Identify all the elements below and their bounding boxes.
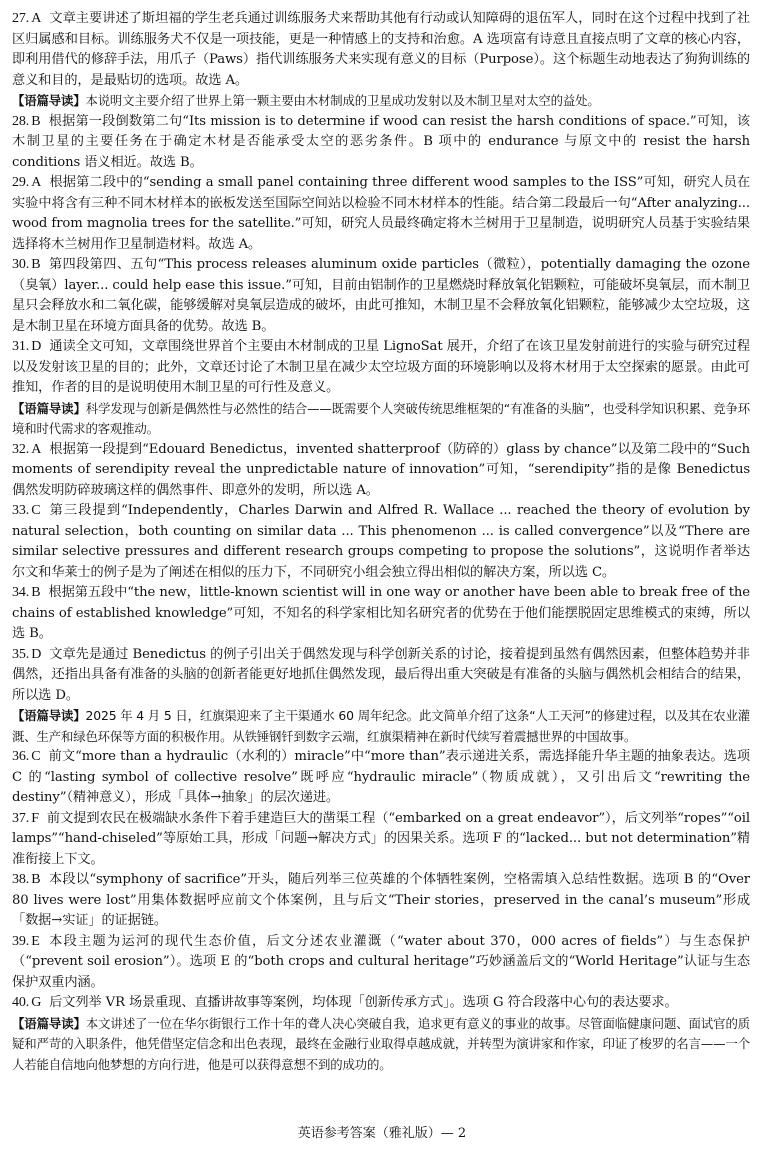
explanation-text: 后文列举 VR 场景重现、直播讲故事等案例，均体现「创新传承方式」。选项 G 符合段落中心句的表达要求。 bbox=[49, 995, 678, 1010]
question-number: 38. bbox=[12, 872, 30, 887]
reading-guide-label: 【语篇导读】 bbox=[12, 708, 86, 723]
explanation-text: 第四段第四、五句“This process releases aluminum oxide particles（微粒），potentially damaging the ozone（臭氧）layer... could help ease this issue.”可知，目前由铝制作的卫星燃烧时释放氧化铝颗粒，可能破坏臭氧层，而木制卫星只会释放水和二氧化碳，能够缓解对臭氧层造成的破坏，由此可推知，木制卫星不会释放氧化铝颗粒，能够减少太空垃圾，这是木制卫星在环境方面具备的优势。故选 B。 bbox=[12, 257, 750, 334]
answer-item bbox=[12, 337, 750, 399]
explanation-text: 前文“more than a hydraulic（水利的）miracle”中“more than”表示递进关系，需选择能升华主题的抽象表达。选项 C 的“lasting symbol of collective resolve”既呼应“hydraulic miracle”（物质成就），又引出后文“rewriting the destiny”（精神意义），形成「具体→抽象」的层次递进。 bbox=[12, 749, 750, 805]
answer-letter: B bbox=[31, 872, 41, 887]
answer-item bbox=[12, 809, 750, 871]
answer-item bbox=[12, 583, 750, 645]
question-number: 31. bbox=[12, 339, 30, 354]
question-number: 27. bbox=[12, 11, 30, 26]
question-number: 28. bbox=[12, 113, 30, 129]
explanation-text: 通读全文可知，文章围绕世界首个主要由木材制成的卫星 LignoSat 展开，介绍了在该卫星发射前进行的实验与研究过程以及发射该卫星的目的；此外，文章还讨论了木制卫星在减少太空垃圾方面的环境影响以及将木材用于太空探索的愿景。由此可推知，作者的目的是说明使用木制卫星的可行性及意义。 bbox=[12, 339, 750, 395]
reading-guide-text: 本说明文主要介绍了世界上第一颗主要由木材制成的卫星成功发射以及木制卫星对太空的益处。 bbox=[85, 93, 600, 108]
answer-item bbox=[12, 440, 750, 502]
answer-letter: B bbox=[31, 585, 41, 600]
answer-item bbox=[12, 501, 750, 583]
question-number: 32. bbox=[12, 441, 30, 457]
question-number: 29. bbox=[12, 175, 30, 190]
answer-item bbox=[12, 255, 750, 337]
answer-letter: A bbox=[31, 11, 42, 26]
question-number: 33. bbox=[12, 503, 30, 518]
explanation-text: 第三段提到“Independently，Charles Darwin and Alfred R. Wallace ... reached the theory of evolution by natural selection，both counting on similar data ... This phenomenon ... is called convergence”以及“There are similar selective pressures and different research groups competing to propose the solutions”，这说明作者举达尔文和华莱士的例子是为了阐述在相似的压力下，不同研究小组会独立得出相似的解决方案，所以选 C。 bbox=[12, 503, 750, 580]
question-number: 39. bbox=[12, 933, 30, 949]
reading-guide bbox=[12, 91, 750, 112]
answer-letter: F bbox=[31, 810, 39, 826]
explanation-text: 前文提到农民在极端缺水条件下着手建造巨大的凿渠工程（“embarked on a great endeavor”），后文列举“ropes”“oil lamps”“hand-chiseled”等原始工具，形成「问题→解决方式」的因果关系。选项 F 的“lacked... but not determination”精准衔接上下文。 bbox=[12, 810, 750, 867]
question-number: 40. bbox=[12, 995, 30, 1010]
reading-guide bbox=[12, 706, 750, 747]
reading-guide-label: 【语篇导读】 bbox=[12, 1015, 86, 1031]
answer-letter: A bbox=[31, 175, 42, 190]
reading-guide-label: 【语篇导读】 bbox=[12, 93, 86, 108]
answer-item bbox=[12, 112, 750, 174]
answer-item bbox=[12, 932, 750, 994]
reading-guide bbox=[12, 399, 750, 440]
explanation-text: 本段以“symphony of sacrifice”开头，随后列举三位英雄的个体牺牲案例，空格需填入总结性数据。选项 B 的“Over 80 lives were lost”用集体数据呼应前文个体案例，且与后文“Their stories，preserved in the canal’s museum”形成「数据→实证」的证据链。 bbox=[12, 872, 750, 928]
answer-letter: G bbox=[31, 995, 42, 1010]
reading-guide bbox=[12, 1014, 750, 1076]
explanation-text: 根据第五段中“the new，little-known scientist will in one way or another have been able to break free of the chains of established knowledge”可知，不知名的科学家相比知名研究者的优势在于他们能摆脱固定思维模式的束缚，所以选 B。 bbox=[12, 585, 750, 641]
page-footer: 英语参考答案（雅礼版）— 2 bbox=[297, 1126, 467, 1141]
explanation-text: 根据第一段倒数第二句“Its mission is to determine if wood can resist the harsh conditions of space.”可知，该木制卫星的主要任务在于确定木材是否能承受太空的恶劣条件。B 项中的 endurance 与原文中的 resist the harsh conditions 语义相近。故选 B。 bbox=[12, 113, 750, 170]
answer-letter: C bbox=[31, 503, 41, 518]
answer-item bbox=[12, 747, 750, 809]
explanation-text: 本段主题为运河的现代生态价值，后文分述农业灌溉（“water about 370，000 acres of fields”）与生态保护（“prevent soil erosion”）。选项 E 的“both crops and cultural heritage”巧妙涵盖后文的“World Heritage”认证与生态保护双重内涵。 bbox=[12, 933, 750, 990]
answer-letter: A bbox=[31, 441, 42, 457]
question-number: 37. bbox=[12, 810, 30, 826]
answer-letter: E bbox=[31, 933, 40, 949]
question-number: 35. bbox=[12, 646, 30, 662]
answer-item bbox=[12, 645, 750, 707]
question-number: 30. bbox=[12, 257, 30, 272]
answer-letter: C bbox=[31, 749, 41, 764]
answer-item bbox=[12, 870, 750, 932]
reading-guide-label: 【语篇导读】 bbox=[12, 400, 86, 416]
reading-guide-text: 本文讲述了一位在华尔街银行工作十年的聋人决心突破自我，追求更有意义的事业的故事。尽管面临健康问题、面试官的质疑和严苛的入职条件，他凭借坚定信念和出色表现，最终在金融行业取得卓越成就，并转型为演讲家和作家，印证了梭罗的名言——一个人若能自信地向他梦想的方向行进，他是可以获得意想不到的成功的。 bbox=[12, 1015, 750, 1072]
explanation-text: 文章主要讲述了斯坦福的学生老兵通过训练服务犬来帮助其他有行动或认知障碍的退伍军人，同时在这个过程中找到了社区归属感和目标。训练服务犬不仅是一项技能，更是一种情感上的支持和治愈。A 选项富有诗意且直接点明了文章的核心内容，即利用借代的修辞手法，用爪子（Paws）指代训练服务犬来实现有意义的目标（Purpose）。这个标题生动地表达了狗狗训练的意义和目的，是最贴切的选项。故选 A。 bbox=[12, 11, 750, 88]
reading-guide-text: 科学发现与创新是偶然性与必然性的结合——既需要个人突破传统思维框架的“有准备的头脑”，也受科学知识积累、竞争环境和时代需求的客观推动。 bbox=[12, 400, 750, 436]
reading-guide-text: 2025 年 4 月 5 日，红旗渠迎来了主干渠通水 60 周年纪念。此文简单介绍了这条“人工天河”的修建过程，以及其在农业灌溉、生产和绿色环保等方面的积极作用。从铁锤钢钎到数字云端，红旗渠精神在新时代续写着震撼世界的中国故事。 bbox=[12, 708, 750, 744]
question-number: 36. bbox=[12, 749, 30, 764]
answer-item bbox=[12, 9, 750, 91]
answer-item bbox=[12, 993, 750, 1014]
answer-item bbox=[12, 173, 750, 255]
question-number: 34. bbox=[12, 585, 30, 600]
answer-letter: D bbox=[31, 646, 42, 662]
explanation-text: 文章先是通过 Benedictus 的例子引出关于偶然发现与科学创新关系的讨论，接着提到虽然有偶然因素，但整体趋势并非偶然，还指出具备有准备的头脑的创新者能更好地抓住偶然发现，最后得出重大突破是有准备的头脑与偶然机会相结合的结果，所以选 D。 bbox=[12, 646, 750, 703]
explanation-text: 根据第一段提到“Edouard Benedictus，invented shatterproof（防碎的）glass by chance”以及第二段中的“Such moments of serendipity reveal the unpredictable nature of innovation”可知，“serendipity”指的是像 Benedictus 偶然发明防碎玻璃这样的偶然事件、即意外的发明，所以选 A。 bbox=[12, 441, 750, 498]
answer-letter: B bbox=[31, 257, 41, 272]
answer-letter: B bbox=[31, 113, 41, 129]
explanation-text: 根据第二段中的“sending a small panel containing three different wood samples to the ISS”可知，研究人员在实验中将含有三种不同木材样本的嵌板发送至国际空间站以检验不同木材样本的性能。结合第二段最后一句“After analyzing... wood from magnolia trees for the satellite.”可知，研究人员最终确定将木兰树用于卫星制造，说明研究人员基于实验结果选择将木兰树用作卫星制造材料。故选 A。 bbox=[12, 175, 750, 252]
answer-letter: D bbox=[31, 339, 42, 354]
answer-content bbox=[12, 9, 750, 1075]
